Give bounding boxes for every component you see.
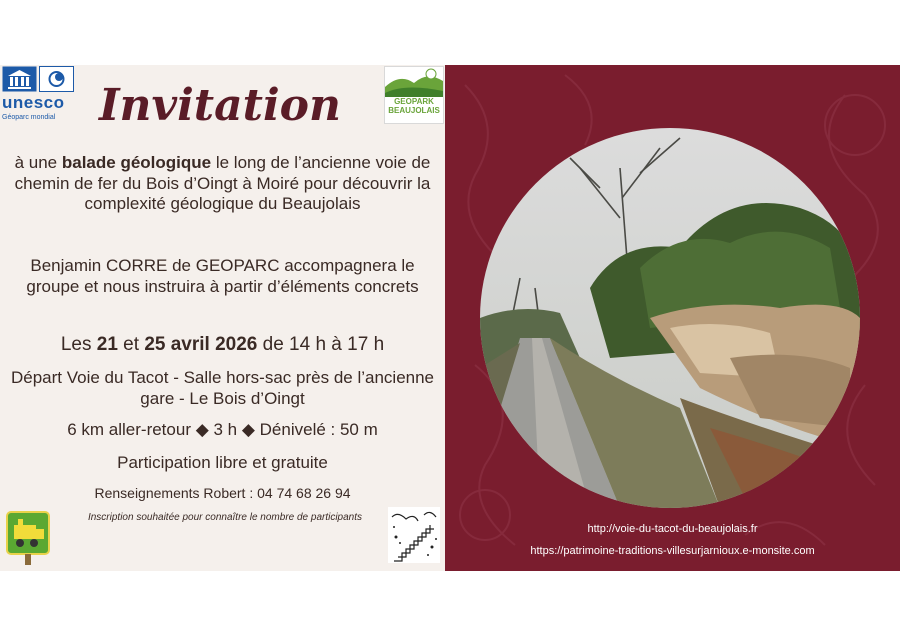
date-1: 21	[96, 334, 118, 355]
invitation-title: Invitation	[98, 80, 342, 131]
intro-paragraph	[10, 153, 435, 215]
intro-bold: balade géologique	[61, 153, 212, 172]
photo-illustration	[480, 128, 860, 508]
intro-suffix: le long de l’ancienne voie de chemin de fer du Bois d’Oingt à Moiré pour découvrir la complexité géologique du Beaujolais	[14, 153, 431, 213]
dates-p3: de 14 h à 17 h	[257, 334, 385, 355]
geopark-line2: BEAUJOLAIS	[388, 106, 440, 115]
geopark-beaujolais-logo	[384, 66, 444, 124]
website-link-1[interactable]: http://voie-du-tacot-du-beaujolais.fr	[587, 523, 758, 535]
unesco-emblem-icon	[2, 66, 74, 92]
unesco-wordmark: unesco	[2, 93, 65, 112]
departure-paragraph: Départ Voie du Tacot - Salle hors-sac près de l’ancienne gare - Le Bois d’Oingt	[10, 368, 435, 408]
registration-note: Inscription souhaitée pour connaître le nombre de participants	[87, 512, 363, 523]
contact-line: Renseignements Robert : 04 74 68 26 94	[94, 485, 351, 501]
dates-p2: et	[117, 334, 145, 355]
guide-paragraph: Benjamin CORRE de GEOPARC accompagnera le groupe et nous instruira à partir d’éléments concrets	[26, 256, 419, 296]
geopark-hills-icon	[385, 67, 443, 97]
intro-prefix: à une	[14, 153, 62, 172]
unesco-subtitle: Géoparc mondial	[2, 114, 56, 121]
date-2: 25 avril 2026	[144, 334, 258, 355]
dates-p1: Les	[60, 334, 97, 355]
geopark-line1: GEOPARK	[394, 97, 434, 106]
unesco-logo	[0, 66, 80, 122]
dates-line	[10, 334, 435, 356]
trail-photo	[480, 128, 860, 508]
walk-details: 6 km aller-retour ◆ 3 h ◆ Dénivelé : 50 m	[67, 420, 378, 439]
train-sign-icon	[6, 511, 50, 565]
stairs-sketch-icon	[388, 507, 440, 563]
website-link-2[interactable]: https://patrimoine-traditions-villesurjarnioux.e-monsite.com	[530, 545, 815, 557]
participation-line: Participation libre et gratuite	[117, 453, 328, 472]
